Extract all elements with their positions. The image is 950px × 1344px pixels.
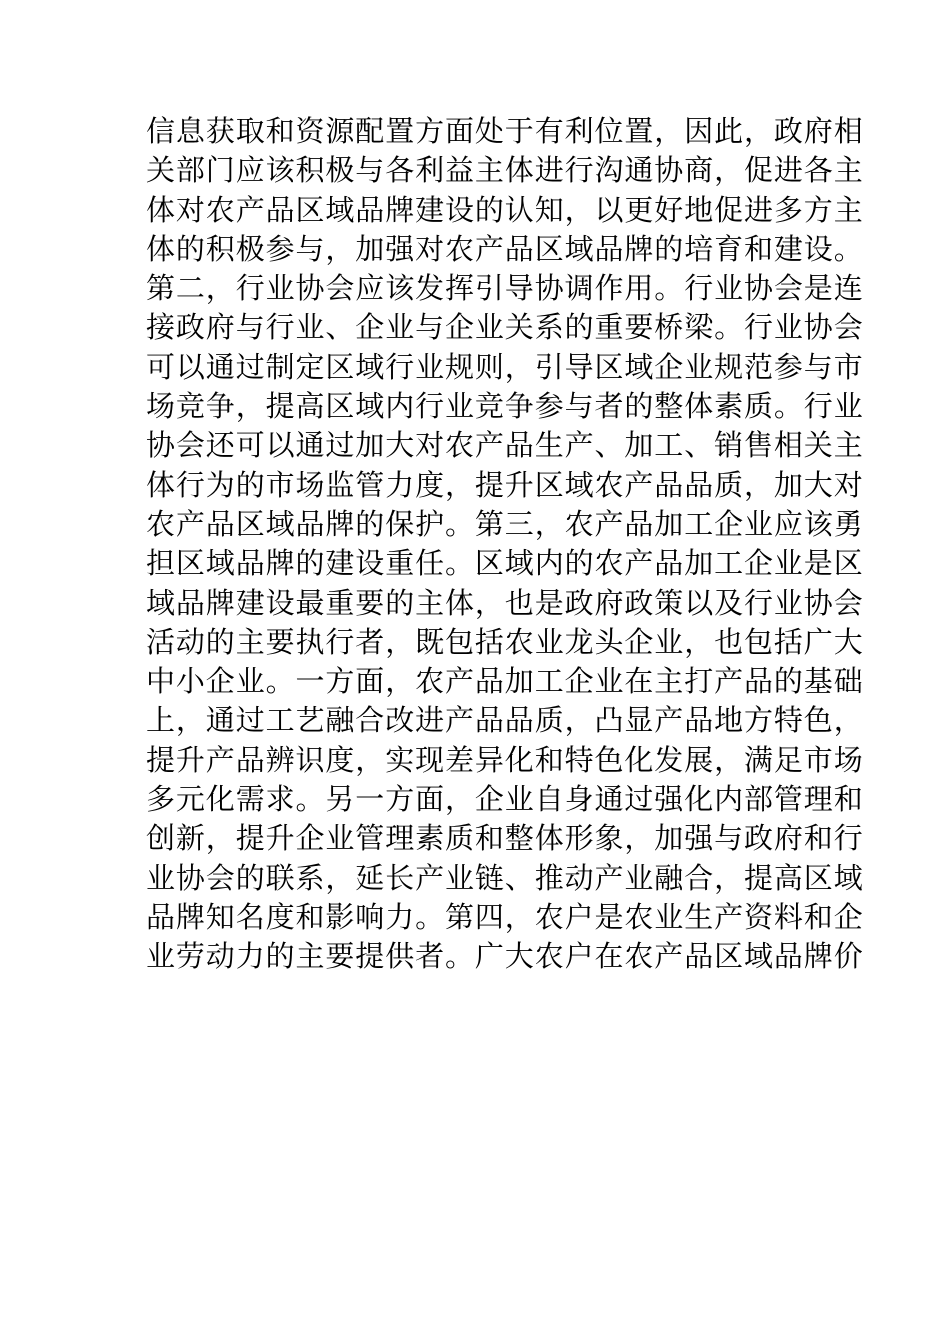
text-line: 业劳动力的主要提供者。广大农户在农产品区域品牌价 [146,939,864,974]
text-line: 体的积极参与，加强对农产品区域品牌的培育和建设。 [146,231,864,266]
text-line: 协会还可以通过加大对农产品生产、加工、销售相关主 [146,428,864,463]
text-line: 活动的主要执行者，既包括农业龙头企业，也包括广大 [146,624,864,659]
text-line: 多元化需求。另一方面，企业自身通过强化内部管理和 [146,782,864,817]
text-line: 担区域品牌的建设重任。区域内的农产品加工企业是区 [146,546,864,581]
text-line: 接政府与行业、企业与企业关系的重要桥梁。行业协会 [146,310,864,345]
text-line: 上，通过工艺融合改进产品品质，凸显产品地方特色， [146,703,864,738]
text-line: 关部门应该积极与各利益主体进行沟通协商，促进各主 [146,153,864,188]
text-line: 创新，提升企业管理素质和整体形象，加强与政府和行 [146,821,864,856]
text-line: 第二，行业协会应该发挥引导协调作用。行业协会是连 [146,271,864,306]
text-line: 提升产品辨识度，实现差异化和特色化发展，满足市场 [146,742,864,777]
text-line: 场竞争，提高区域内行业竞争参与者的整体素质。行业 [146,389,864,424]
text-line: 体对农产品区域品牌建设的认知，以更好地促进多方主 [146,192,864,227]
text-line: 农产品区域品牌的保护。第三，农产品加工企业应该勇 [146,506,864,541]
text-line: 业协会的联系，延长产业链、推动产业融合，提高区域 [146,860,864,895]
text-line: 品牌知名度和影响力。第四，农户是农业生产资料和企 [146,899,864,934]
body-text [146,112,864,977]
text-line: 中小企业。一方面，农产品加工企业在主打产品的基础 [146,664,864,699]
text-line: 体行为的市场监管力度，提升区域农产品品质，加大对 [146,467,864,502]
text-line: 域品牌建设最重要的主体，也是政府政策以及行业协会 [146,585,864,620]
text-line: 可以通过制定区域行业规则，引导区域企业规范参与市 [146,349,864,384]
text-line: 信息获取和资源配置方面处于有利位置，因此，政府相 [146,114,864,148]
